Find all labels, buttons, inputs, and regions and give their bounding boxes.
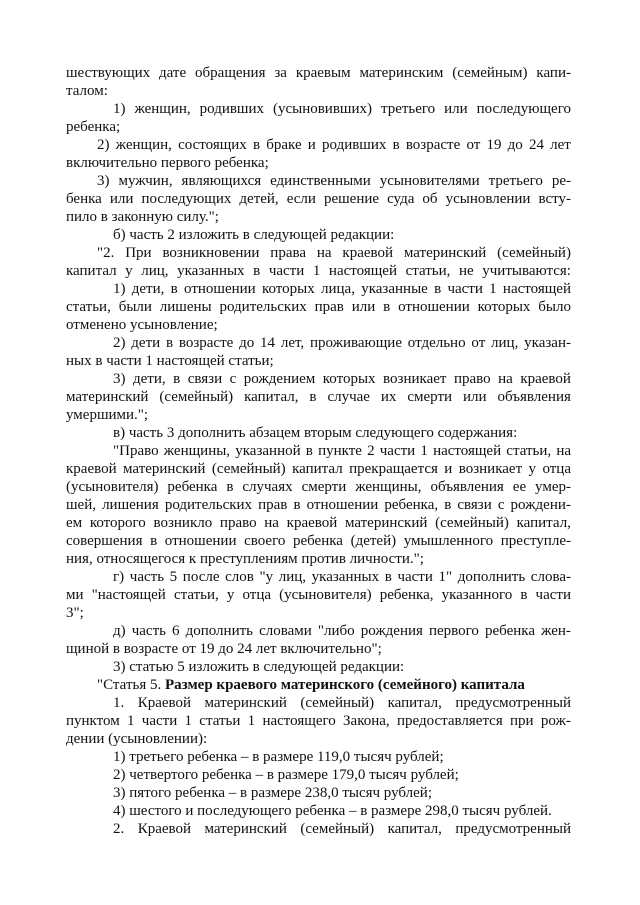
word: прекращается: [349, 461, 438, 477]
word: смерти: [407, 389, 453, 405]
word: части: [141, 713, 178, 729]
word: возникает: [458, 461, 523, 477]
word: в: [384, 569, 392, 585]
word: совершения: [66, 533, 143, 549]
word: шей,: [66, 497, 96, 513]
word: в: [392, 137, 400, 153]
word: которых: [477, 299, 531, 315]
text-line: включительно первого ребенка;: [66, 155, 269, 171]
word: браке: [266, 137, 302, 153]
word: капи-: [536, 65, 571, 81]
word: от: [471, 335, 486, 351]
text-line: б) часть 2 изложить в следующей редакции:: [113, 227, 395, 243]
word: 6: [172, 623, 180, 639]
text-line: [66, 586, 571, 604]
text-line: 3";: [66, 605, 84, 621]
word: у: [528, 461, 537, 477]
word: статьи,: [506, 443, 552, 459]
word: 3): [113, 371, 126, 387]
word: право: [453, 371, 491, 387]
text-line: 3) статью 5 изложить в следующей редакции:: [113, 659, 405, 675]
word: возрасте: [178, 335, 234, 351]
word: до: [239, 335, 255, 351]
article-title: Размер краевого материнского (семейного) капитала: [164, 677, 525, 693]
word: объявления: [497, 389, 571, 405]
word: дате: [159, 65, 187, 81]
text-line: отменено усыновление;: [66, 317, 218, 333]
word: было: [538, 299, 571, 315]
text-line: [97, 172, 571, 190]
word: ребенка,: [384, 497, 439, 513]
word: статьи,: [405, 263, 451, 279]
word: возникло: [153, 515, 213, 531]
word: ребенка: [167, 479, 218, 495]
text-line: [113, 442, 571, 460]
word: лиц,: [141, 263, 169, 279]
word: настоящей: [502, 281, 571, 297]
word: 1: [247, 713, 256, 729]
word: возникновении: [162, 245, 260, 261]
word: (усыновивших): [272, 101, 372, 117]
word: указан-: [524, 335, 571, 351]
word: женщин,: [134, 101, 191, 117]
word: или: [463, 389, 487, 405]
text-line: [97, 244, 571, 262]
word: на: [556, 443, 571, 459]
word: которых: [261, 281, 315, 297]
text-line: дении (усыновлении):: [66, 731, 208, 747]
word: краевой: [520, 371, 571, 387]
word: если: [286, 191, 316, 207]
word: не: [458, 263, 474, 279]
word: дети,: [133, 371, 166, 387]
word: (семейный): [159, 389, 234, 405]
article-heading: [97, 676, 525, 694]
word: родивших: [199, 101, 265, 117]
word: в: [444, 497, 452, 513]
word: первого: [428, 623, 479, 639]
text-line: ребенка;: [66, 119, 121, 135]
word: в: [293, 497, 301, 513]
word: настоящей: [328, 263, 397, 279]
text-line: [66, 388, 571, 406]
text-line: [66, 460, 571, 478]
word: ее: [512, 479, 527, 495]
word: 19: [486, 137, 502, 153]
word: были: [118, 299, 152, 315]
word: в: [252, 137, 261, 153]
word: статьи,: [66, 299, 111, 315]
text-line: [113, 694, 571, 712]
word: настоящего: [262, 713, 336, 729]
word: 2.: [113, 821, 125, 837]
word: (семейный): [211, 461, 286, 477]
word: материнский: [344, 515, 428, 531]
word: от: [466, 137, 481, 153]
word: усыновлении: [445, 191, 531, 207]
word: статьи: [199, 713, 241, 729]
word: слова-: [530, 569, 571, 585]
word: 1.: [113, 695, 125, 711]
text-line: талом:: [66, 83, 108, 99]
word: "Право: [113, 443, 159, 459]
word: обращения: [195, 65, 266, 81]
word: последующего: [476, 101, 571, 117]
word: или: [444, 101, 468, 117]
word: 2): [97, 137, 110, 153]
word: 1": [438, 569, 453, 585]
word: дополнить: [185, 623, 253, 639]
word: пункте: [318, 443, 362, 459]
word: капитал: [292, 461, 343, 477]
text-line: [66, 64, 571, 82]
word: мужчин,: [118, 173, 173, 189]
word: и: [444, 461, 453, 477]
word: (семейный): [497, 245, 571, 261]
word: материнский: [403, 245, 487, 261]
word: отношении: [398, 299, 470, 315]
text-line: умершими.";: [66, 407, 149, 423]
word: Краевой: [137, 695, 192, 711]
word: При: [125, 245, 152, 261]
word: словами: [259, 623, 312, 639]
word: капитал,: [244, 389, 299, 405]
word: части: [379, 443, 416, 459]
word: ре-: [551, 173, 571, 189]
word: решение: [323, 191, 380, 207]
word: указанных: [177, 263, 245, 279]
word: ребенка,: [379, 587, 434, 603]
text-line: [113, 280, 571, 298]
word: лиц,: [491, 335, 519, 351]
word: женщин,: [115, 137, 172, 153]
word: бенка: [66, 191, 102, 207]
word: части: [397, 569, 433, 585]
word: объявления: [430, 479, 504, 495]
word: пунктом: [66, 713, 120, 729]
word: "2.: [97, 245, 115, 261]
text-line: ных в части 1 настоящей статьи;: [66, 353, 274, 369]
word: у: [125, 263, 133, 279]
word: предусмотренный: [455, 695, 571, 711]
word: в: [309, 389, 317, 405]
word: "у: [259, 569, 274, 585]
word: умышленного: [403, 533, 494, 549]
word: "настоящей: [91, 587, 166, 603]
word: случаях: [242, 479, 293, 495]
word: "либо: [317, 623, 355, 639]
word: в: [434, 281, 442, 297]
word: связи: [457, 497, 492, 513]
word: которого: [89, 515, 146, 531]
text-line: [113, 370, 571, 388]
word: краевым: [295, 65, 351, 81]
word: смерти: [301, 479, 347, 495]
text-line: 1) третьего ребенка – в размере 119,0 тысяч рублей;: [113, 749, 444, 765]
word: права: [270, 245, 307, 261]
word: шествующих: [66, 65, 151, 81]
word: указанного: [441, 587, 513, 603]
word: предоставляется: [396, 713, 503, 729]
word: ребенка: [292, 533, 343, 549]
word: ребенка: [485, 623, 535, 639]
word: суда: [387, 191, 415, 207]
word: с: [229, 371, 237, 387]
word: возрасте: [405, 137, 461, 153]
word: (усыновителя): [279, 587, 372, 603]
word: материнский: [66, 389, 149, 405]
word: 1: [420, 443, 428, 459]
text-line: 2) четвертого ребенка – в размере 179,0 тысяч рублей;: [113, 767, 459, 783]
word: ми: [66, 587, 84, 603]
text-line: [66, 532, 571, 550]
word: материнский: [123, 461, 206, 477]
text-line: [66, 262, 571, 280]
text-line: [113, 568, 571, 586]
word: указанные: [361, 281, 428, 297]
word: за: [274, 65, 287, 81]
word: (семейный): [300, 821, 375, 837]
word: (семейным): [452, 65, 528, 81]
word: до: [507, 137, 523, 153]
word: женщины,: [355, 479, 422, 495]
text-line: пило в законную силу.";: [66, 209, 219, 225]
word: 1: [312, 263, 321, 279]
word: (детей): [350, 533, 397, 549]
word: их: [380, 389, 397, 405]
text-line: [97, 136, 571, 154]
word: преступле-: [500, 533, 571, 549]
text-line: [66, 712, 571, 730]
word: статьи,: [173, 587, 219, 603]
word: указанных: [311, 569, 380, 585]
word: отношении: [306, 497, 379, 513]
word: в: [170, 281, 178, 297]
word: Закона,: [343, 713, 390, 729]
word: в: [226, 479, 234, 495]
word: (усыновителя): [66, 479, 159, 495]
word: в: [165, 335, 174, 351]
text-line: [66, 298, 571, 316]
word: краевой: [66, 461, 117, 477]
word: 2: [367, 443, 375, 459]
word: (семейный): [300, 695, 375, 711]
word: с: [497, 497, 505, 513]
word: последующих: [141, 191, 232, 207]
text-line: 4) шестого и последующего ребенка – в размере 298,0 тысяч рублей.: [113, 803, 552, 819]
word: на: [264, 515, 279, 531]
word: части: [268, 263, 305, 279]
word: всту-: [538, 191, 571, 207]
word: рождения: [360, 623, 423, 639]
word: 1: [184, 713, 193, 729]
text-line: ния, относящегося к преступлениям против личности.";: [66, 551, 424, 567]
word: случае: [327, 389, 370, 405]
word: отца: [542, 461, 571, 477]
word: д): [113, 623, 126, 639]
word: 1: [489, 281, 497, 297]
word: дети: [131, 335, 161, 351]
word: материнским: [359, 65, 444, 81]
word: краевой: [342, 245, 394, 261]
word: лет: [550, 137, 571, 153]
word: на: [316, 245, 332, 261]
word: дополнить: [457, 569, 526, 585]
word: отдельно: [407, 335, 466, 351]
word: состоящих: [178, 137, 247, 153]
word: рож-: [540, 713, 571, 729]
text-line: [66, 478, 571, 496]
article-number: "Статья 5.: [97, 677, 165, 693]
word: предусмотренный: [455, 821, 571, 837]
word: отца: [242, 587, 272, 603]
word: отношении: [184, 281, 256, 297]
text-line: [113, 334, 571, 352]
text-line: [66, 514, 571, 532]
word: 1): [113, 101, 126, 117]
word: третьего: [488, 173, 543, 189]
word: 24: [528, 137, 544, 153]
word: 1): [113, 281, 126, 297]
word: в: [253, 263, 261, 279]
word: капитал,: [516, 515, 571, 531]
word: жен-: [541, 623, 571, 639]
text-line: [113, 622, 571, 640]
text-line: щиной в возрасте от 19 до 24 лет включительно";: [66, 641, 382, 657]
word: прав: [314, 299, 344, 315]
word: учитываются:: [482, 263, 571, 279]
text-line: [66, 496, 571, 514]
word: детей,: [239, 191, 279, 207]
word: после: [182, 569, 220, 585]
word: при: [510, 713, 534, 729]
word: в: [383, 299, 391, 315]
word: в: [150, 533, 158, 549]
word: у: [226, 587, 235, 603]
word: часть: [131, 623, 166, 639]
word: женщины,: [163, 443, 231, 459]
word: 1: [127, 713, 135, 729]
word: лишены: [159, 299, 212, 315]
word: указанной: [235, 443, 301, 459]
word: которых: [322, 371, 376, 387]
word: лет,: [280, 335, 305, 351]
word: возникает: [383, 371, 447, 387]
word: в: [305, 443, 313, 459]
word: или: [109, 191, 134, 207]
word: своего: [244, 533, 286, 549]
word: рождени-: [510, 497, 571, 513]
word: лиц,: [278, 569, 307, 585]
word: прав: [258, 497, 288, 513]
word: слов: [225, 569, 254, 585]
word: (семейный): [435, 515, 509, 531]
text-line: [113, 820, 571, 838]
word: на: [498, 371, 513, 387]
word: часть: [129, 569, 165, 585]
text-line: в) часть 3 дополнить абзацем вторым следующего содержания:: [113, 425, 518, 441]
word: настоящей: [433, 443, 502, 459]
word: право: [219, 515, 257, 531]
word: 3): [97, 173, 110, 189]
word: и: [307, 137, 316, 153]
word: 2): [113, 335, 126, 351]
word: 5: [169, 569, 178, 585]
word: родивших: [322, 137, 387, 153]
word: г): [113, 569, 125, 585]
word: в: [173, 371, 181, 387]
word: капитал,: [387, 695, 442, 711]
word: об: [422, 191, 438, 207]
word: рождением: [243, 371, 316, 387]
word: 14: [260, 335, 276, 351]
word: материнский: [204, 695, 287, 711]
text-line: [113, 100, 571, 118]
word: родительских: [164, 497, 253, 513]
word: краевой: [286, 515, 338, 531]
word: проживающие: [309, 335, 402, 351]
word: родительских: [219, 299, 307, 315]
word: в: [520, 587, 528, 603]
word: лица,: [321, 281, 355, 297]
text-line: 3) пятого ребенка – в размере 238,0 тысяч рублей;: [113, 785, 432, 801]
word: связи: [187, 371, 223, 387]
word: Краевой: [137, 821, 192, 837]
word: части: [535, 587, 571, 603]
word: третьего: [380, 101, 436, 117]
word: материнский: [204, 821, 287, 837]
word: лишения: [102, 497, 159, 513]
word: отношении: [164, 533, 237, 549]
word: ем: [66, 515, 83, 531]
word: капитал: [66, 263, 117, 279]
word: капитал,: [387, 821, 442, 837]
word: дети,: [131, 281, 165, 297]
word: или: [351, 299, 376, 315]
word: части: [447, 281, 483, 297]
word: усыновителями: [379, 173, 480, 189]
word: являющихся: [181, 173, 262, 189]
word: единственными: [270, 173, 371, 189]
word: умер-: [535, 479, 571, 495]
text-line: [66, 190, 571, 208]
